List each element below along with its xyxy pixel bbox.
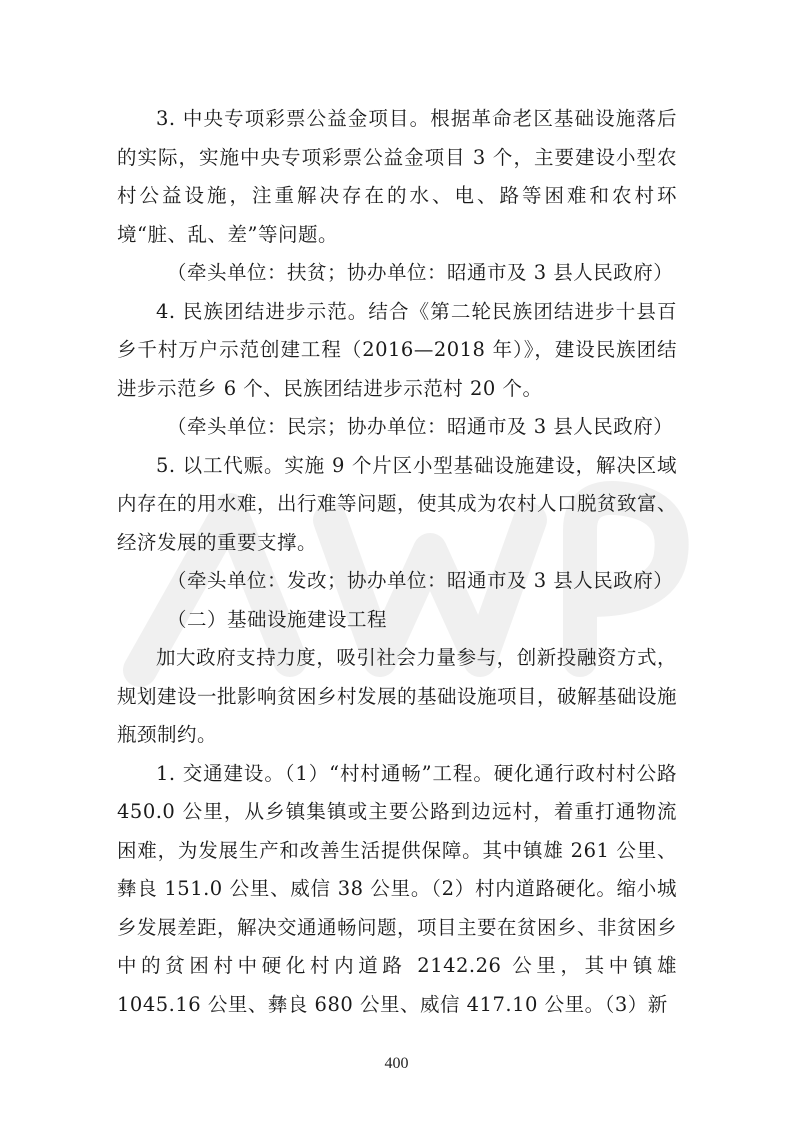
page-number: 400: [384, 1055, 409, 1072]
note-lead-unit-development: （牵头单位：发改；协办单位：昭通市及 3 县人民政府）: [167, 569, 674, 592]
paragraph-ethnic-unity: 4. 民族团结进步示范。结合《第二轮民族团结进步十县百乡千村万户示范创建工程（2016—2018 年）》，建设民族团结进步示范乡 6 个、民族团结进步示范村 20 个。: [117, 299, 677, 400]
paragraph-infrastructure-intro: 加大政府支持力度，吸引社会力量参与，创新投融资方式，规划建设一批影响贫困乡村发展的基础设施项目，破解基础设施瓶颈制约。: [117, 646, 678, 746]
note-lead-unit-poverty: （牵头单位：扶贫；协办单位：昭通市及 3 县人民政府）: [167, 261, 674, 284]
paragraph-lottery-fund: 3. 中央专项彩票公益金项目。根据革命老区基础设施落后的实际，实施中央专项彩票公益金项目 3 个，主要建设小型农村公益设施，注重解决存在的水、电、路等困难和农村环境“脏、乱、差”等问题。: [117, 107, 677, 246]
note-lead-unit-ethnic: （牵头单位：民宗；协办单位：昭通市及 3 县人民政府）: [167, 415, 674, 438]
section-heading-infrastructure: （二）基础设施建设工程: [167, 607, 388, 631]
paragraph-work-relief: 5. 以工代赈。实施 9 个片区小型基础设施建设，解决区域内存在的用水难，出行难等问题，使其成为农村人口脱贫致富、经济发展的重要支撑。: [117, 453, 678, 554]
paragraph-transport: 1. 交通建设。（1）“村村通畅”工程。硬化通行政村村公路 450.0 公里，从乡镇集镇或主要公路到边远村，着重打通物流困难，为发展生产和改善生活提供保障。其中镇雄 261 公里、彝良 151.0 公里、威信 38 公里。（2）村内道路硬化。缩小城乡发展差距，解决交通通畅问题，项目主要在贫困乡、非贫困乡中的贫困村中硬化村内道路 2142.26 公里，其中镇雄 1045.16 公里、彝良 680 公里、威信 417.10 公里。（3）新: [117, 761, 678, 1016]
document-body: [117, 100, 677, 1024]
